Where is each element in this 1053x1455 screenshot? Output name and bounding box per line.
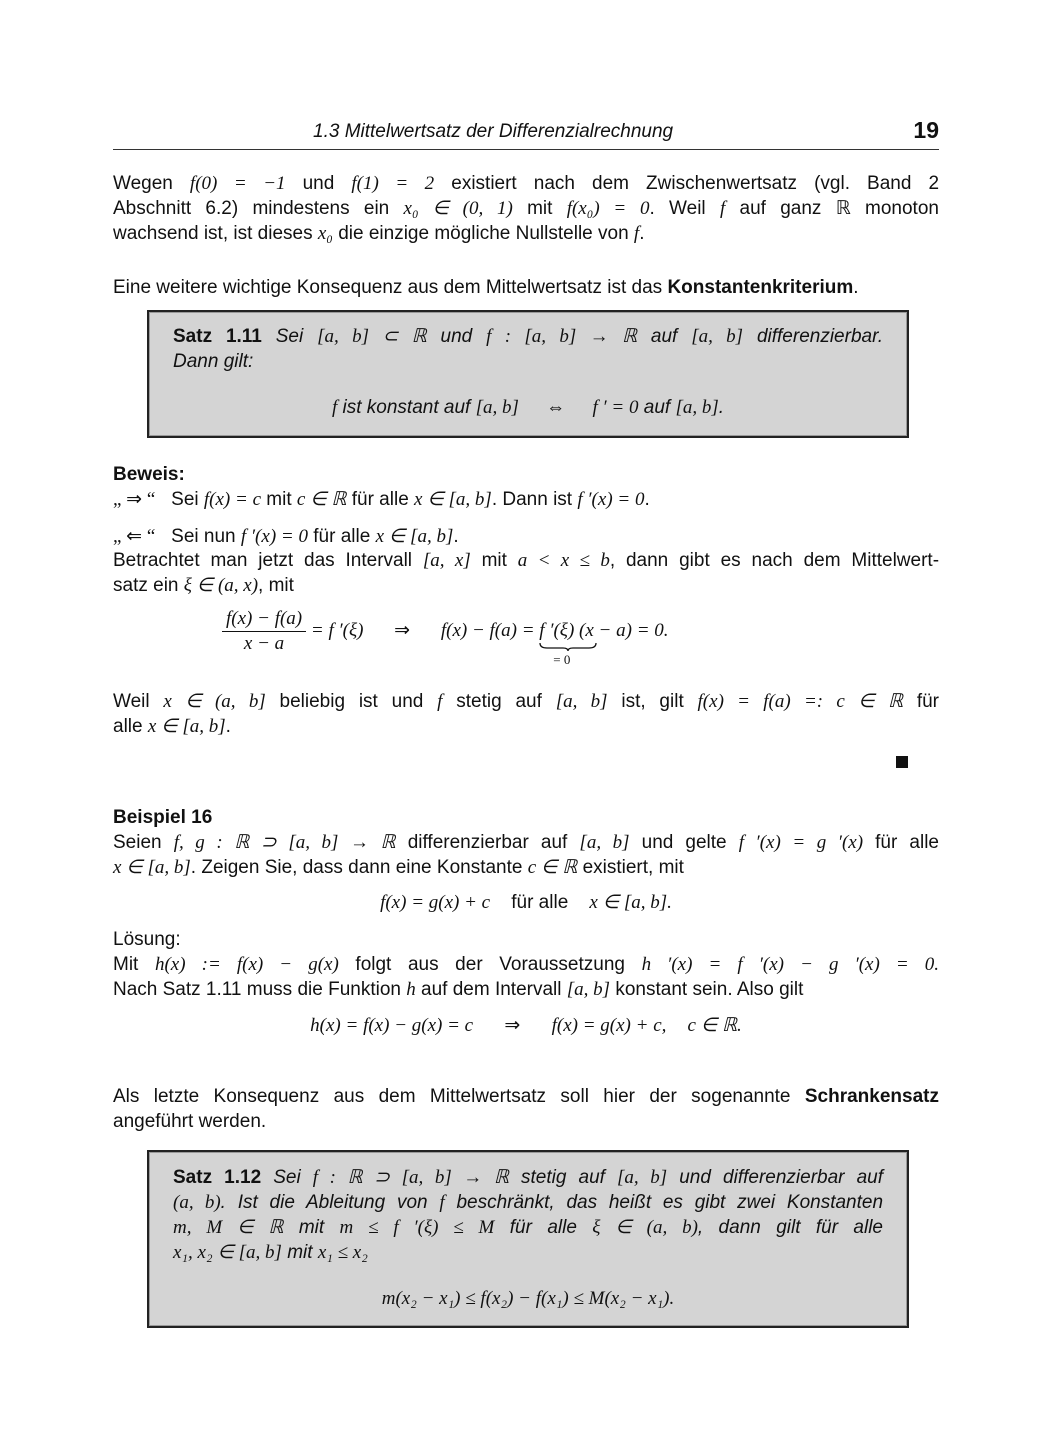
- paragraph-line: wachsend ist, ist dieses x₀ die einzige mögliche Nullstelle von f.: [113, 223, 645, 244]
- paragraph-line: x ∈ [a, b]. Zeigen Sie, dass dann eine Konstante c ∈ ℝ existiert, mit: [113, 857, 684, 878]
- theorem-line: m, M ∈ ℝ mit m ≤ f ′(ξ) ≤ M für alle ξ ∈ (a, b), dann gilt für alle: [173, 1217, 883, 1238]
- paragraph-line: alle x ∈ [a, b].: [113, 716, 231, 737]
- theorem-box-satz-1-12: [147, 1150, 909, 1328]
- theorem-line: Dann gilt:: [173, 351, 254, 372]
- display-equation: f(x) = g(x) + c für alle x ∈ [a, b].: [380, 892, 672, 913]
- paragraph-line: Wegen f(0) = −1 und f(1) = 2 existiert nach dem Zwischenwertsatz (vgl. Band 2: [113, 173, 940, 194]
- paragraph-line: Seien f, g : ℝ ⊃ [a, b] → ℝ differenzierbar auf [a, b] und gelte f ′(x) = g ′(x) für alle: [113, 832, 939, 853]
- theorem-label: Satz 1.12: [173, 1167, 262, 1188]
- theorem-label: Satz 1.11: [173, 326, 262, 347]
- qed-square-icon: [896, 756, 908, 768]
- theorem-line: Satz 1.11 Sei [a, b] ⊂ ℝ und f : [a, b] → ℝ auf [a, b] differenzierbar.: [173, 326, 883, 347]
- display-equation: h(x) = f(x) − g(x) = c ⇒ f(x) = g(x) + c, c ∈ ℝ.: [310, 1015, 742, 1036]
- paragraph-line: Abschnitt 6.2) mindestens ein x₀ ∈ (0, 1) mit f(x₀) = 0. Weil f auf ganz ℝ monoton: [113, 198, 939, 219]
- theorem-line: x₁, x₂ ∈ [a, b] mit x₁ ≤ x₂: [173, 1242, 368, 1263]
- proof-direction-forward: „ ⇒ “ Sei f(x) = c mit c ∈ ℝ für alle x ∈ [a, b]. Dann ist f ′(x) = 0.: [113, 489, 650, 510]
- paragraph-line: Eine weitere wichtige Konsequenz aus dem Mittelwertsatz ist das Konstantenkriterium.: [113, 277, 859, 298]
- paragraph-line: Nach Satz 1.11 muss die Funktion h auf dem Intervall [a, b] konstant sein. Also gilt: [113, 979, 804, 1000]
- proof-label: Beweis:: [113, 464, 185, 485]
- display-equation-mvt: $\frac{f(x) - f(a)}{x - a}$ = f ′(ξ) ⇒ f(x) − f(a) = f ′(ξ) = 0 (x − a) = 0.: [222, 608, 669, 655]
- paragraph-line: Als letzte Konsequenz aus dem Mittelwertsatz soll hier der sogenannte Schrankensatz: [113, 1086, 939, 1107]
- paragraph-line: satz ein ξ ∈ (a, x), mit: [113, 575, 294, 596]
- example-label: Beispiel 16: [113, 807, 213, 828]
- running-header-title: 1.3 Mittelwertsatz der Differenzialrechnung: [313, 121, 674, 142]
- term-schrankensatz: Schrankensatz: [804, 1086, 939, 1107]
- paragraph-line: Betrachtet man jetzt das Intervall [a, x] mit a < x ≤ b, dann gibt es nach dem Mittelwert-: [113, 550, 940, 571]
- proof-direction-backward: „ ⇐ “ Sei nun f ′(x) = 0 für alle x ∈ [a, b].: [113, 526, 459, 547]
- fraction: $\frac{f(x) - f(a)}{x - a}$: [222, 608, 306, 655]
- page-number: 19: [913, 117, 939, 143]
- paragraph-line: angeführt werden.: [113, 1111, 267, 1132]
- header-rule: [113, 149, 939, 150]
- paragraph-line: Mit h(x) := f(x) − g(x) folgt aus der Voraussetzung h ′(x) = f ′(x) − g ′(x) = 0.: [113, 954, 940, 975]
- theorem-formula: m(x₂ − x₁) ≤ f(x₂) − f(x₁) ≤ M(x₂ − x₁).: [381, 1288, 675, 1309]
- paragraph-line: Weil x ∈ (a, b] beliebig ist und f stetig auf [a, b] ist, gilt f(x) = f(a) =: c ∈ ℝ für: [113, 691, 939, 712]
- theorem-box-satz-1-11: [147, 310, 909, 438]
- theorem-line: (a, b). Ist die Ableitung von f beschränkt, das heißt es gibt zwei Konstanten: [173, 1192, 884, 1213]
- term-konstantenkriterium: Konstantenkriterium: [667, 277, 854, 298]
- underbrace-icon: [539, 642, 597, 652]
- underbrace-term: f ′(ξ) = 0: [539, 620, 574, 642]
- theorem-line: Satz 1.12 Sei f : ℝ ⊃ [a, b] → ℝ stetig auf [a, b] und differenzierbar auf: [173, 1167, 883, 1188]
- theorem-formula: f ist konstant auf [a, b] ⇔ f ′ = 0 auf [a, b].: [331, 397, 725, 418]
- solution-label: Lösung:: [113, 929, 181, 950]
